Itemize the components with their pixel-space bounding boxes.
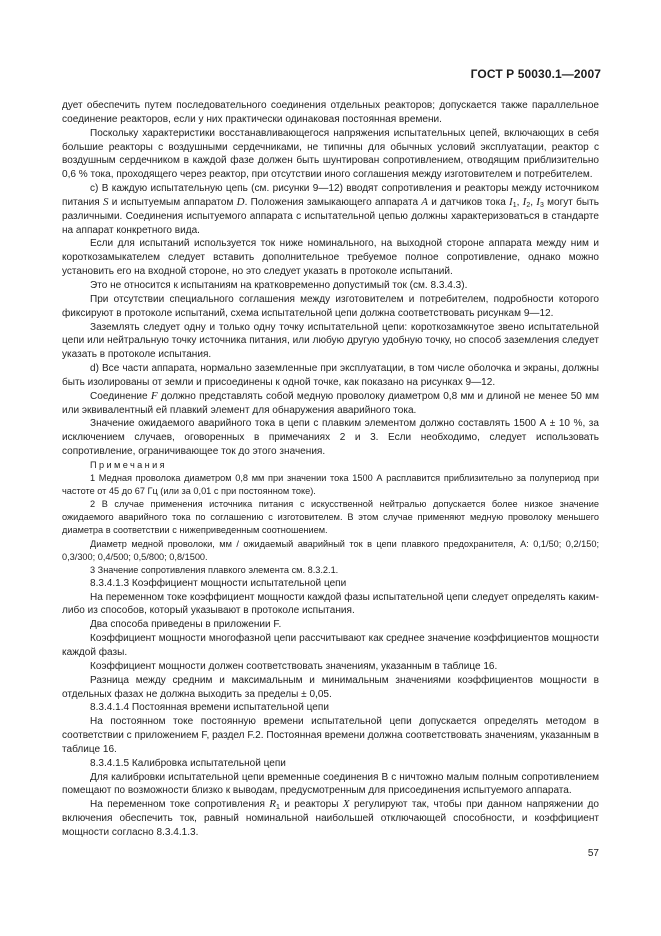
paragraph: Коэффициент мощности должен соответствовать значениям, указанным в таблице 16. — [90, 660, 498, 672]
paragraph: Заземлять следует одну и только одну точку испытательной цепи: короткозамкнутое звено испытательной цепи или нейтральную точку источника питания, или любую другую удобную точку, но способ заземления следует указать в протоколе испытания. — [62, 321, 599, 361]
paragraph: Два способа приведены в приложении F. — [90, 619, 282, 631]
paragraph: На переменном токе коэффициент мощности каждой фазы испытательной цепи следует определять каким-либо из способов, который указывают в протоколе испытания. — [62, 591, 599, 617]
paragraph: Если для испытаний используется ток ниже номинального, на выходной стороне аппарата между ним и короткозамыкателем следует вставить дополнительное требуемое полное сопротивление, однако можно установить его на входной стороне, но это следует указать в протоколе испытаний. — [62, 238, 599, 278]
paragraph: Значение ожидаемого аварийного тока в цепи с плавким элементом должно составлять 1500 А ± 10 %, за исключением случаев, оговоренных в примечаниях 2 и 3. Если необходимо, следует использовать сопротивление, ограничивающее ток до этого значения. — [62, 418, 599, 458]
document-body — [62, 99, 599, 840]
clause-title: 8.3.4.1.4 Постоянная времени испытательной цепи — [90, 702, 329, 714]
paragraph-item-d: d) Все части аппарата, нормально заземленные при эксплуатации, в том числе оболочка и экраны, должны быть изолированы от земли и присоединены к одной точке, как показано на рисунках 9—12. — [62, 363, 599, 388]
clause-title: 8.3.4.1.3 Коэффициент мощности испытательной цепи — [90, 577, 347, 589]
paragraph: На постоянном токе постоянную времени испытательной цепи допускается определять методом в соответствии с приложением F, раздел F.2. Постоянная времени должна соответствовать значениям, указанным в таблице 16. — [62, 716, 599, 755]
notes-heading: Примечания — [90, 459, 168, 470]
paragraph: Разница между средним и максимальным и минимальным значениями коэффициентов мощности в отдельных фазах не должна выходить за пределы ± 0,05. — [62, 674, 599, 700]
paragraph: Соединение F должно представлять собой медную проволоку диаметром 0,8 мм и длиной не менее 50 мм или эквивалентный ей плавкий элемент для обнаружения аварийного тока. — [62, 389, 599, 416]
paragraph: На переменном токе сопротивления $R_1$ и реакторы X регулируют так, чтобы при данном напряжении до включения обеспечить ток, равный номинальной наибольшей отключающей способности, и коэффициент мощности согласно 8.3.4.1.3. — [62, 798, 599, 838]
paragraph: Коэффициент мощности многофазной цепи рассчитывают как среднее значение коэффициентов мощности каждой фазы. — [62, 633, 599, 658]
paragraph: Для калибровки испытательной цепи временные соединения В с ничтожно малым полным сопротивлением помещают по возможности близко к выводам, предусмотренным для присоединения испытуемого аппарата. — [62, 771, 599, 797]
paragraph: дует обеспечить путем последовательного соединения отдельных реакторов; допускается также параллельное соединение реакторов, если у них практически одинаковая постоянная времени. — [62, 100, 599, 125]
paragraph: Это не относится к испытаниям на кратковременно допустимый ток (см. 8.3.4.3). — [90, 279, 468, 291]
clause-title: 8.3.4.1.5 Калибровка испытательной цепи — [90, 757, 286, 769]
note-1: 1 Медная проволока диаметром 0,8 мм при значении тока 1500 А расплавится приблизительно за полупериод при частоте от 45 до 67 Гц (или за 0,01 с при постоянном токе). — [62, 473, 599, 497]
paragraph: При отсутствии специального соглашения между изготовителем и потребителем, подробности которого фиксируют в протоколе испытаний, схема испытательной цепи должна соответствовать рисункам 9—12. — [62, 293, 599, 319]
note-2-values: Диаметр медной проволоки, мм / ожидаемый аварийный ток в цепи плавкого предохранителя, А: 0,1/50; 0,2/150; 0,3/300; 0,4/500; 0,5/800; 0,8/1500. — [62, 538, 599, 562]
paragraph-item-c: с) В каждую испытательную цепь (см. рисунки 9—12) вводят сопротивления и реакторы между источником питания S и испытуемым аппаратом D. Положения замыкающего аппарата A и датчиков тока $I_1$, $I_2$, $I_3$ могут быть различными. Соединения испытуемого аппарата с испытательной цепью должны характеризоваться в стандарте на аппарат конкретного вида. — [62, 183, 599, 236]
document-header: ГОСТ Р 50030.1—2007 — [470, 67, 601, 81]
note-3: 3 Значение сопротивления плавкого элемента см. 8.3.2.1. — [90, 564, 339, 575]
note-2: 2 В случае применения источника питания с искусственной нейтралью допускается более низкое значение ожидаемого аварийного тока по соглашению с изготовителем. В этом случае применяют медную проволоку меньшего диаметра в соответствии с нижеприведенным соотношением. — [62, 499, 599, 536]
paragraph: Поскольку характеристики восстанавливающегося напряжения испытательных цепей, включающих в себя большие реакторы с воздушными сердечниками, не типичны для обычных условий эксплуатации, реактор с воздушным сердечником в каждой фазе должен быть шунтирован сопротивлением, отводящим приблизительно 0,6 % тока, проходящего через реактор, при отсутствии иного соглашения между изготовителем и потребителем. — [62, 127, 599, 181]
page-number: 57 — [587, 848, 599, 859]
